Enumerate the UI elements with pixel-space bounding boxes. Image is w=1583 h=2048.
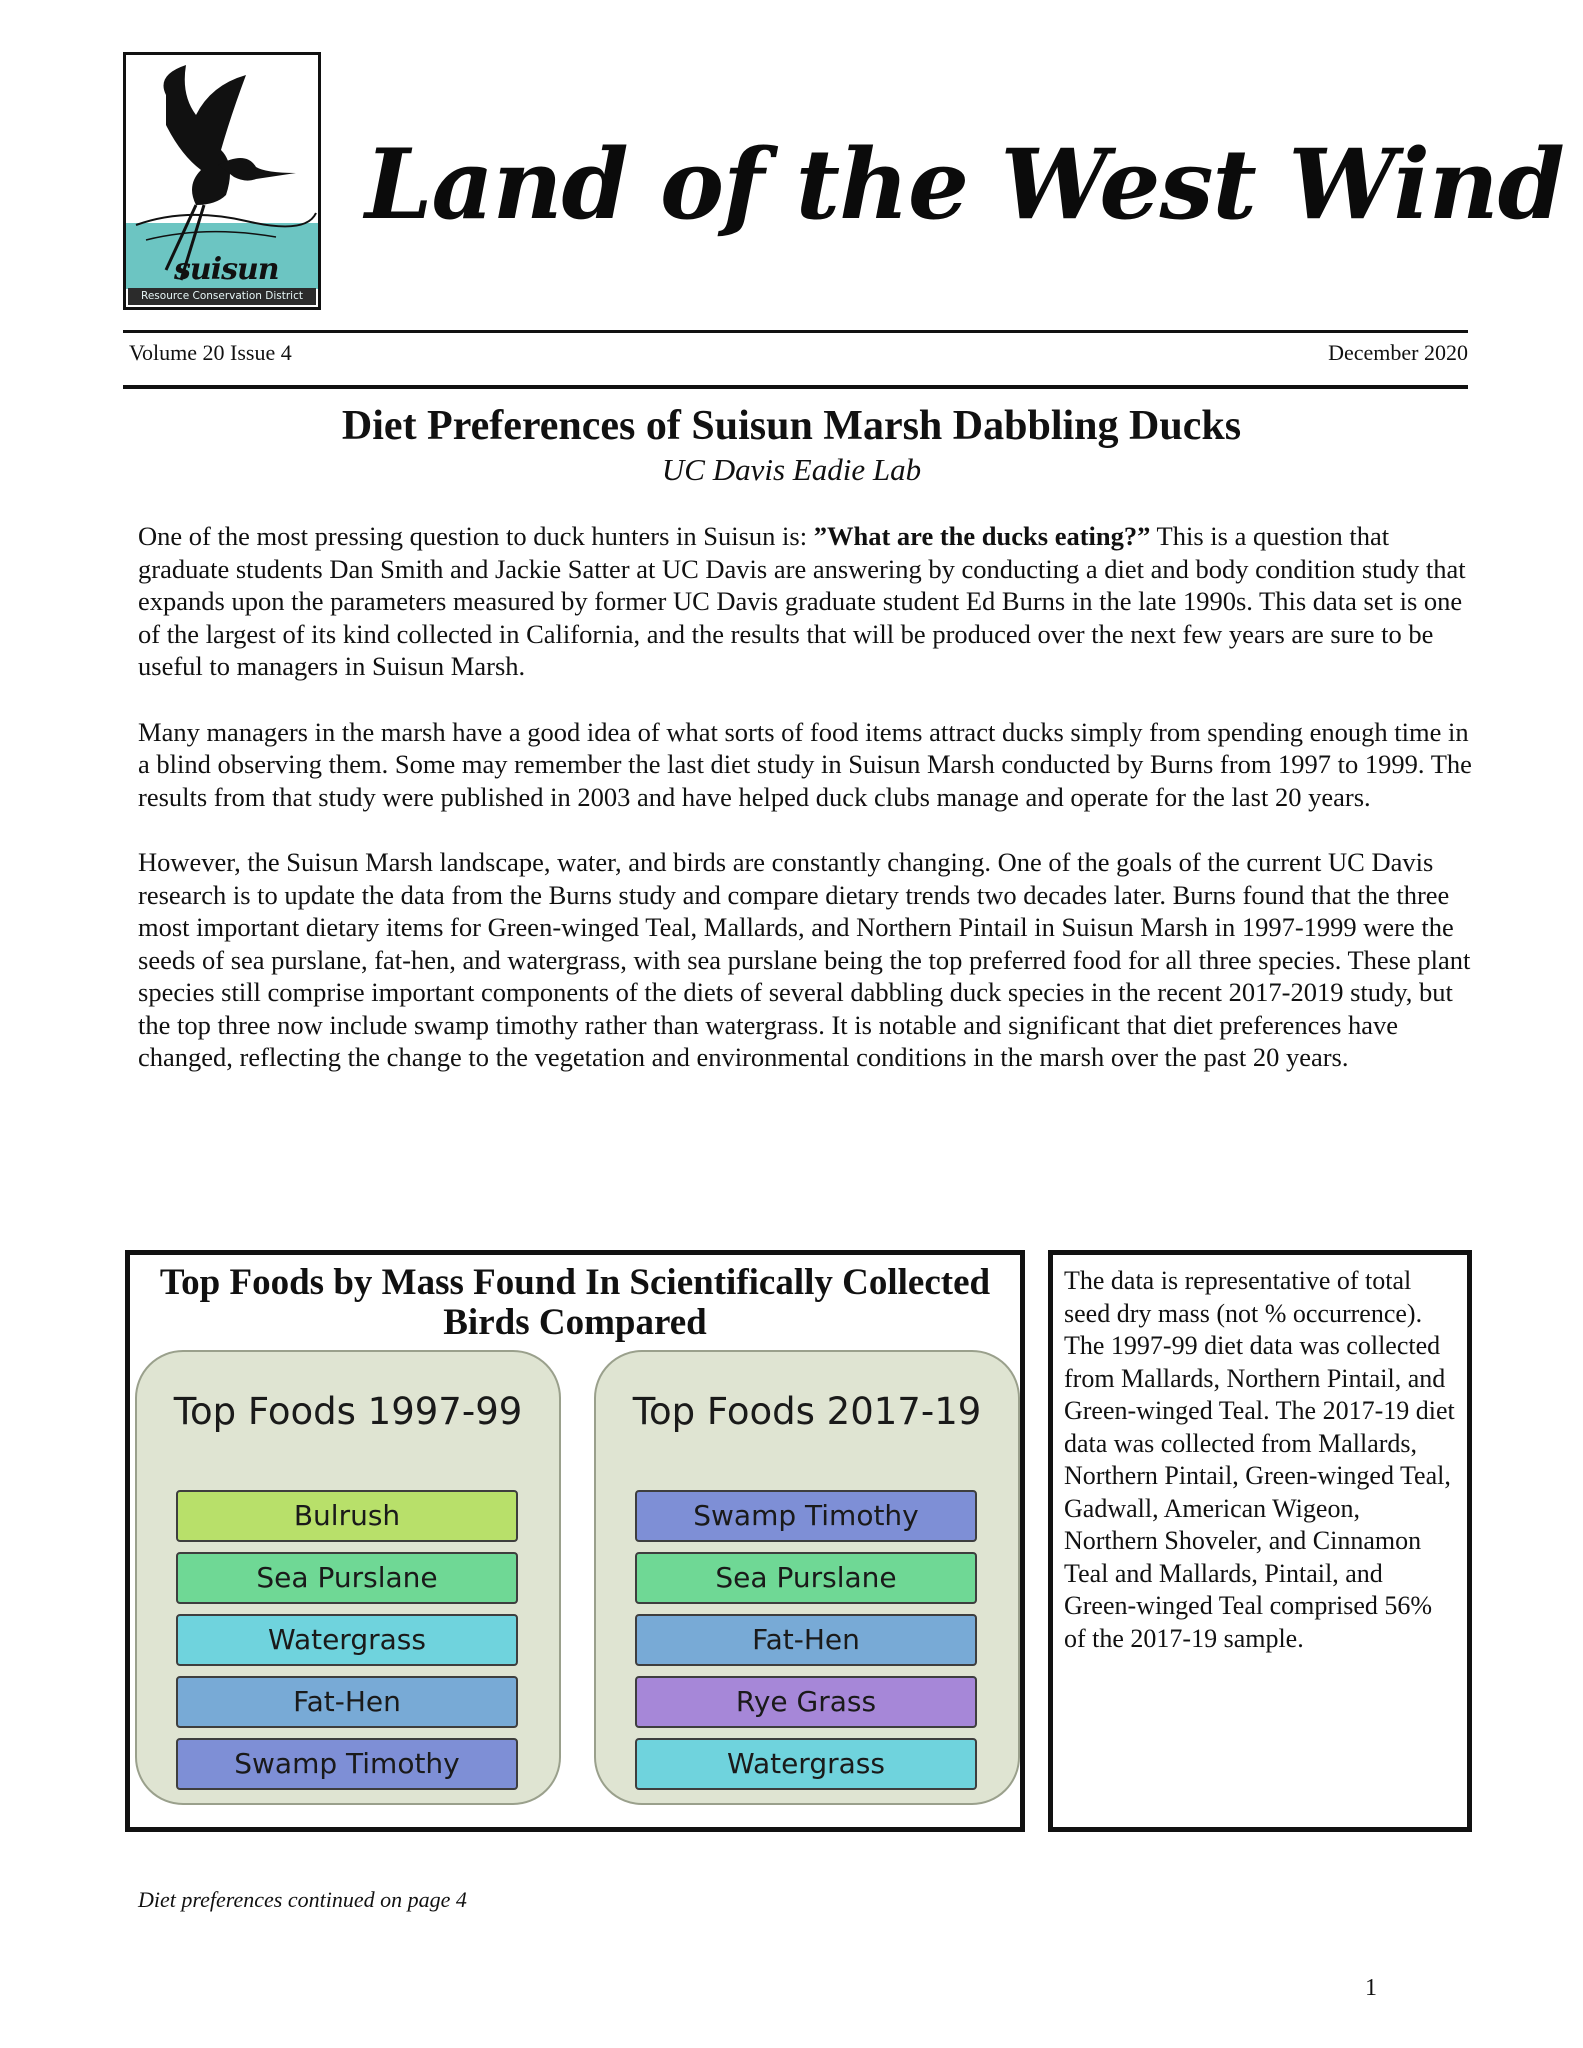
paragraph-1-start: One of the most pressing question to duck hunters in Suisun is: — [138, 521, 814, 551]
food-item: Watergrass — [176, 1614, 518, 1666]
logo-subtitle: Resource Conservation District — [128, 288, 316, 305]
food-list — [635, 1490, 977, 1800]
continued-note: Diet preferences continued on page 4 — [138, 1887, 467, 1912]
figure-title: Top Foods by Mass Found In Scientifically Collected Birds Compared — [159, 1262, 991, 1343]
food-item: Watergrass — [635, 1738, 977, 1790]
panel-2017-19 — [594, 1350, 1020, 1805]
masthead-top-rule — [123, 330, 1468, 333]
food-item: Rye Grass — [635, 1676, 977, 1728]
panel-1997-99 — [135, 1350, 561, 1805]
panel-title: Top Foods 1997-99 — [173, 1390, 523, 1433]
article-body — [138, 520, 1478, 1107]
newsletter-title: Land of the West Wind — [365, 128, 1564, 241]
article-paragraph-2: Many managers in the marsh have a good idea of what sorts of food items attract ducks simply from spending enough time in a blind observing them. Some may remember the last diet study in Suisun Marsh conducted by Burns from 1997 to 1999. The results from that study were published in 2003 and have helped duck clubs manage and operate for the last 20 years. — [138, 716, 1472, 812]
food-item: Swamp Timothy — [635, 1490, 977, 1542]
article-byline: UC Davis Eadie Lab — [661, 452, 922, 487]
food-item: Fat-Hen — [176, 1676, 518, 1728]
food-list — [176, 1490, 518, 1800]
food-item: Bulrush — [176, 1490, 518, 1542]
issue-date: December 2020 — [1328, 340, 1468, 365]
paragraph-1-question: ”What are the ducks eating?” — [813, 521, 1151, 551]
suisun-logo — [123, 52, 321, 310]
food-item: Fat-Hen — [635, 1614, 977, 1666]
article-paragraph-3: However, the Suisun Marsh landscape, water, and birds are constantly changing. One of the goals of the current UC Davis research is to update the data from the Burns study and compare dietary trends two decades later. Burns found that the three most important dietary items for Green-winged Teal, Mallards, and Northern Pintail in Suisun Marsh in 1997-1999 were the seeds of sea purslane, fat-hen, and watergrass, with sea purslane being the top preferred food for all three species. These plant species still comprise important components of the diets of several dabbling duck species in the recent 2017-2019 study, but the top three now include swamp timothy rather than watergrass. It is notable and significant that diet preferences have changed, reflecting the change to the vegetation and environmental conditions in the marsh over the past 20 years. — [138, 847, 1471, 1072]
food-item: Sea Purslane — [635, 1552, 977, 1604]
top-foods-figure — [125, 1250, 1025, 1832]
volume-issue: Volume 20 Issue 4 — [129, 340, 292, 365]
food-item: Sea Purslane — [176, 1552, 518, 1604]
page-number: 1 — [1365, 1975, 1377, 2001]
article-title: Diet Preferences of Suisun Marsh Dabbling Ducks — [341, 403, 1242, 449]
article-paragraph-1 — [138, 520, 1478, 683]
food-item: Swamp Timothy — [176, 1738, 518, 1790]
data-note-box — [1048, 1250, 1472, 1832]
data-note-text: The data is representative of total seed dry mass (not % occurrence). The 1997-99 diet data was collected from Mallards, Northern Pintail, and Green-winged Teal. The 2017-19 diet data was collected from Mallards, Northern Pintail, Green-winged Teal, Gadwall, American Wigeon, Northern Shoveler, and Cinnamon Teal and Mallards, Pintail, and Green-winged Teal comprised 56% of the 2017-19 sample. — [1064, 1266, 1455, 1653]
paragraph-1-rest: This is a question that graduate students Dan Smith and Jackie Satter at UC Davis are answering by conducting a diet and body condition study that expands upon the parameters measured by former UC Davis graduate student Ed Burns in the late 1990s. This data set is one of the largest of its kind collected in California, and the results that will be produced over the next few years are sure to be useful to managers in Suisun Marsh. — [138, 521, 1466, 681]
logo-wordmark: suisun — [174, 252, 279, 287]
panel-title: Top Foods 2017-19 — [632, 1390, 982, 1433]
masthead-bottom-rule — [123, 385, 1468, 389]
